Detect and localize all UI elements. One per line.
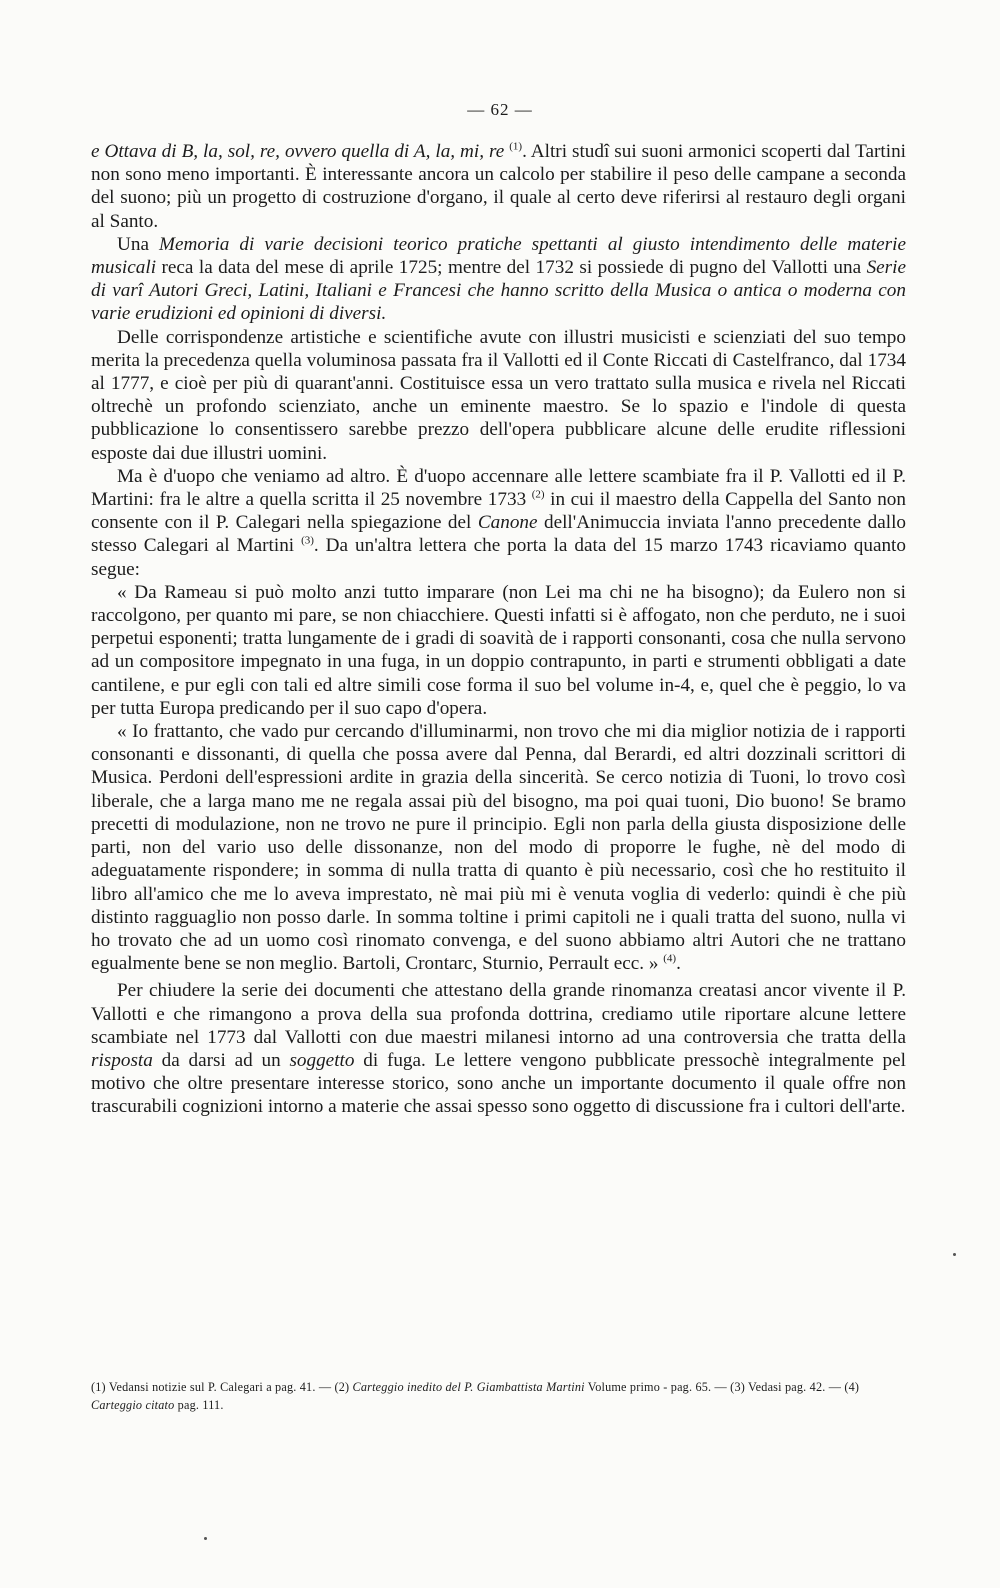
text-run: di fuga. Le lettere vengono pubblicate pressochè integralmente pel motivo che oltre presentare interesse storico, sono anche un importante documento il quale offre non trascurabili cognizioni intorno a materie che assai spesso sono oggetto di discussione fra i cultori dell'arte. (91, 1049, 906, 1118)
text-run: dell'Animuccia inviata l'anno precedente dallo stesso Calegari al Martini (91, 512, 907, 557)
paragraph (91, 465, 906, 581)
text-run: Volume primo - pag. 65. — (3) Vedasi pag. 42. — (4) (584, 1380, 860, 1394)
text-run: reca la data del mese di aprile 1725; mentre del 1732 si possiede di pugno del Vallotti una (156, 257, 867, 279)
paragraph (91, 233, 906, 326)
page-number: — 62 — (467, 100, 533, 119)
footnote-ref: (4) (663, 952, 677, 965)
footnote-ref: (2) (531, 488, 545, 501)
text-run: (1) Vedansi notizie sul P. Calegari a pag. 41. — (2) (91, 1380, 353, 1394)
margin-mark (953, 1253, 956, 1256)
italic-run: e Ottava di B, la, sol, re, ovvero quella di A, la, mi, re (91, 141, 505, 162)
margin-mark (204, 1537, 207, 1540)
italic-run: Carteggio citato (91, 1398, 175, 1412)
italic-run: Canone (477, 512, 538, 534)
text-run: Delle corrispondenze artistiche e scientifiche avute con illustri musicisti e scienziati del suo tempo merita la precedenza quella voluminosa passata fra il Vallotti ed il Conte Riccati di Castelfranco, dal 1734 al 1777, e cioè per più di quarant'anni. Costituisce essa un vero trattato sulla musica e rivela nel Riccati oltrechè un profondo scienziato, anche un eminente maestro. Se lo spazio e l'indole di questa pubblicazione lo consentissero sarebbe prezzo dell'opera pubblicare alcune delle erudite riflessioni esposte dai due illustri uomini. (91, 326, 906, 464)
footnotes (91, 1378, 906, 1414)
paragraph (91, 979, 906, 1118)
text-run: . (676, 953, 681, 975)
paragraph (91, 720, 906, 975)
text-run: . Altri studî sui suoni armonici scoperti dal Tartini non sono meno importanti. È interessante ancora un calcolo per stabilire il peso delle campane a seconda del suono; più un progetto di costruzione d'organo, il quale al certo deve riferirsi al restauro degli organi al Santo. (91, 141, 906, 232)
italic-run: Carteggio inedito del P. Giambattista Martini (352, 1380, 585, 1394)
italic-run: Serie di varî Autori Greci, Latini, Italiani e Francesi che hanno scritto della Musica o antica o moderna con varie erudizioni ed opinioni di diversi. (91, 257, 906, 325)
text-run: Una (117, 233, 160, 255)
italic-run: risposta (91, 1049, 153, 1071)
text-run: Per chiudere la serie dei documenti che attestano della grande rinomanza creatasi ancor vivente il P. Vallotti e che rimangono a prova della sua profonda dottrina, crediamo utile riportare alcune lettere scambiate nel 1773 dal Vallotti con due maestri milanesi intorno ad una controversia che tratta della (91, 980, 906, 1048)
text-run: Ma è d'uopo che veniamo ad altro. È d'uopo accennare alle lettere scambiate fra il P. Vallotti ed il P. Martini: fra le altre a quella scritta il 25 novembre 1733 (91, 465, 906, 511)
text-run: « Da Rameau si può molto anzi tutto imparare (non Lei ma chi ne ha bisogno); da Eulero non si raccolgono, per quanto mi pare, se non chiacchiere. Questi infatti si è affogato, non che perduto, ne i suoi perpetui esponenti; tratta lungamente de i gradi di soavità de i rapporti consonanti, cosa che nulla servono ad un compositore impegnato in una fuga, in un doppio contrapunto, in parti e strumenti obbligati a date cantilene, e pur egli con tali ed altre simili cose forma il suo bel volume in-4, e, quel che è peggio, lo va per tutta Europa predicando per il suo capo d'opera. (91, 581, 906, 719)
paragraph (91, 326, 906, 465)
italic-run: Memoria di varie decisioni teorico pratiche spettanti al giusto intendimento delle materie musicali (91, 233, 906, 279)
text-run: da darsi ad un (152, 1049, 290, 1071)
italic-run: soggetto (289, 1049, 355, 1071)
paragraph (91, 140, 906, 233)
text-run: in cui il maestro della Cappella del Santo non consente con il P. Calegari nella spiegazione del (91, 489, 906, 534)
footnote-ref: (3) (301, 535, 314, 548)
text-run: . Da un'altra lettera che porta la data del 15 marzo 1743 ricaviamo quanto segue: (91, 535, 906, 580)
footnote-ref: (1) (509, 140, 523, 153)
body-text (91, 140, 906, 1119)
text-run: pag. 111. (174, 1398, 224, 1412)
text-run: « Io frattanto, che vado pur cercando d'illuminarmi, non trovo che mi dia miglior notizia de i rapporti consonanti e dissonanti, di quella che possa avere dal Penna, dal Berardi, ed altri dozzinali scrittori di Musica. Perdoni dell'espressioni ardite in grazia della sincerità. Se cerco notizia di Tuoni, lo trovo così liberale, che a larga mano me ne regala assai più del bisogno, ma poi quai tuoni, Dio buono! Se bramo precetti di modulazione, non ne trovo ne pure il principio. Egli non parla della giusta disposizione delle parti, non del vario uso delle dissonanze, non del modo di proporre le fughe, nè del modo di adeguatamente rispondere; in somma di nulla tratta di quanto è più necessario, così che ho restituito il libro all'amico che me lo aveva imprestato, nè mai più mi è venuta voglia di vederlo: quindi è che più distinto ragguaglio non posso darle. In somma toltine i primi capitoli ne i quali tratta del suono, nulla vi ho trovato che ad un uomo così rinomato convenga, e del suono abbiamo altri Autori che ne trattano egualmente bene se non meglio. Bartoli, Crontarc, Sturnio, Perrault ecc. » (91, 721, 906, 975)
paragraph (91, 581, 906, 720)
